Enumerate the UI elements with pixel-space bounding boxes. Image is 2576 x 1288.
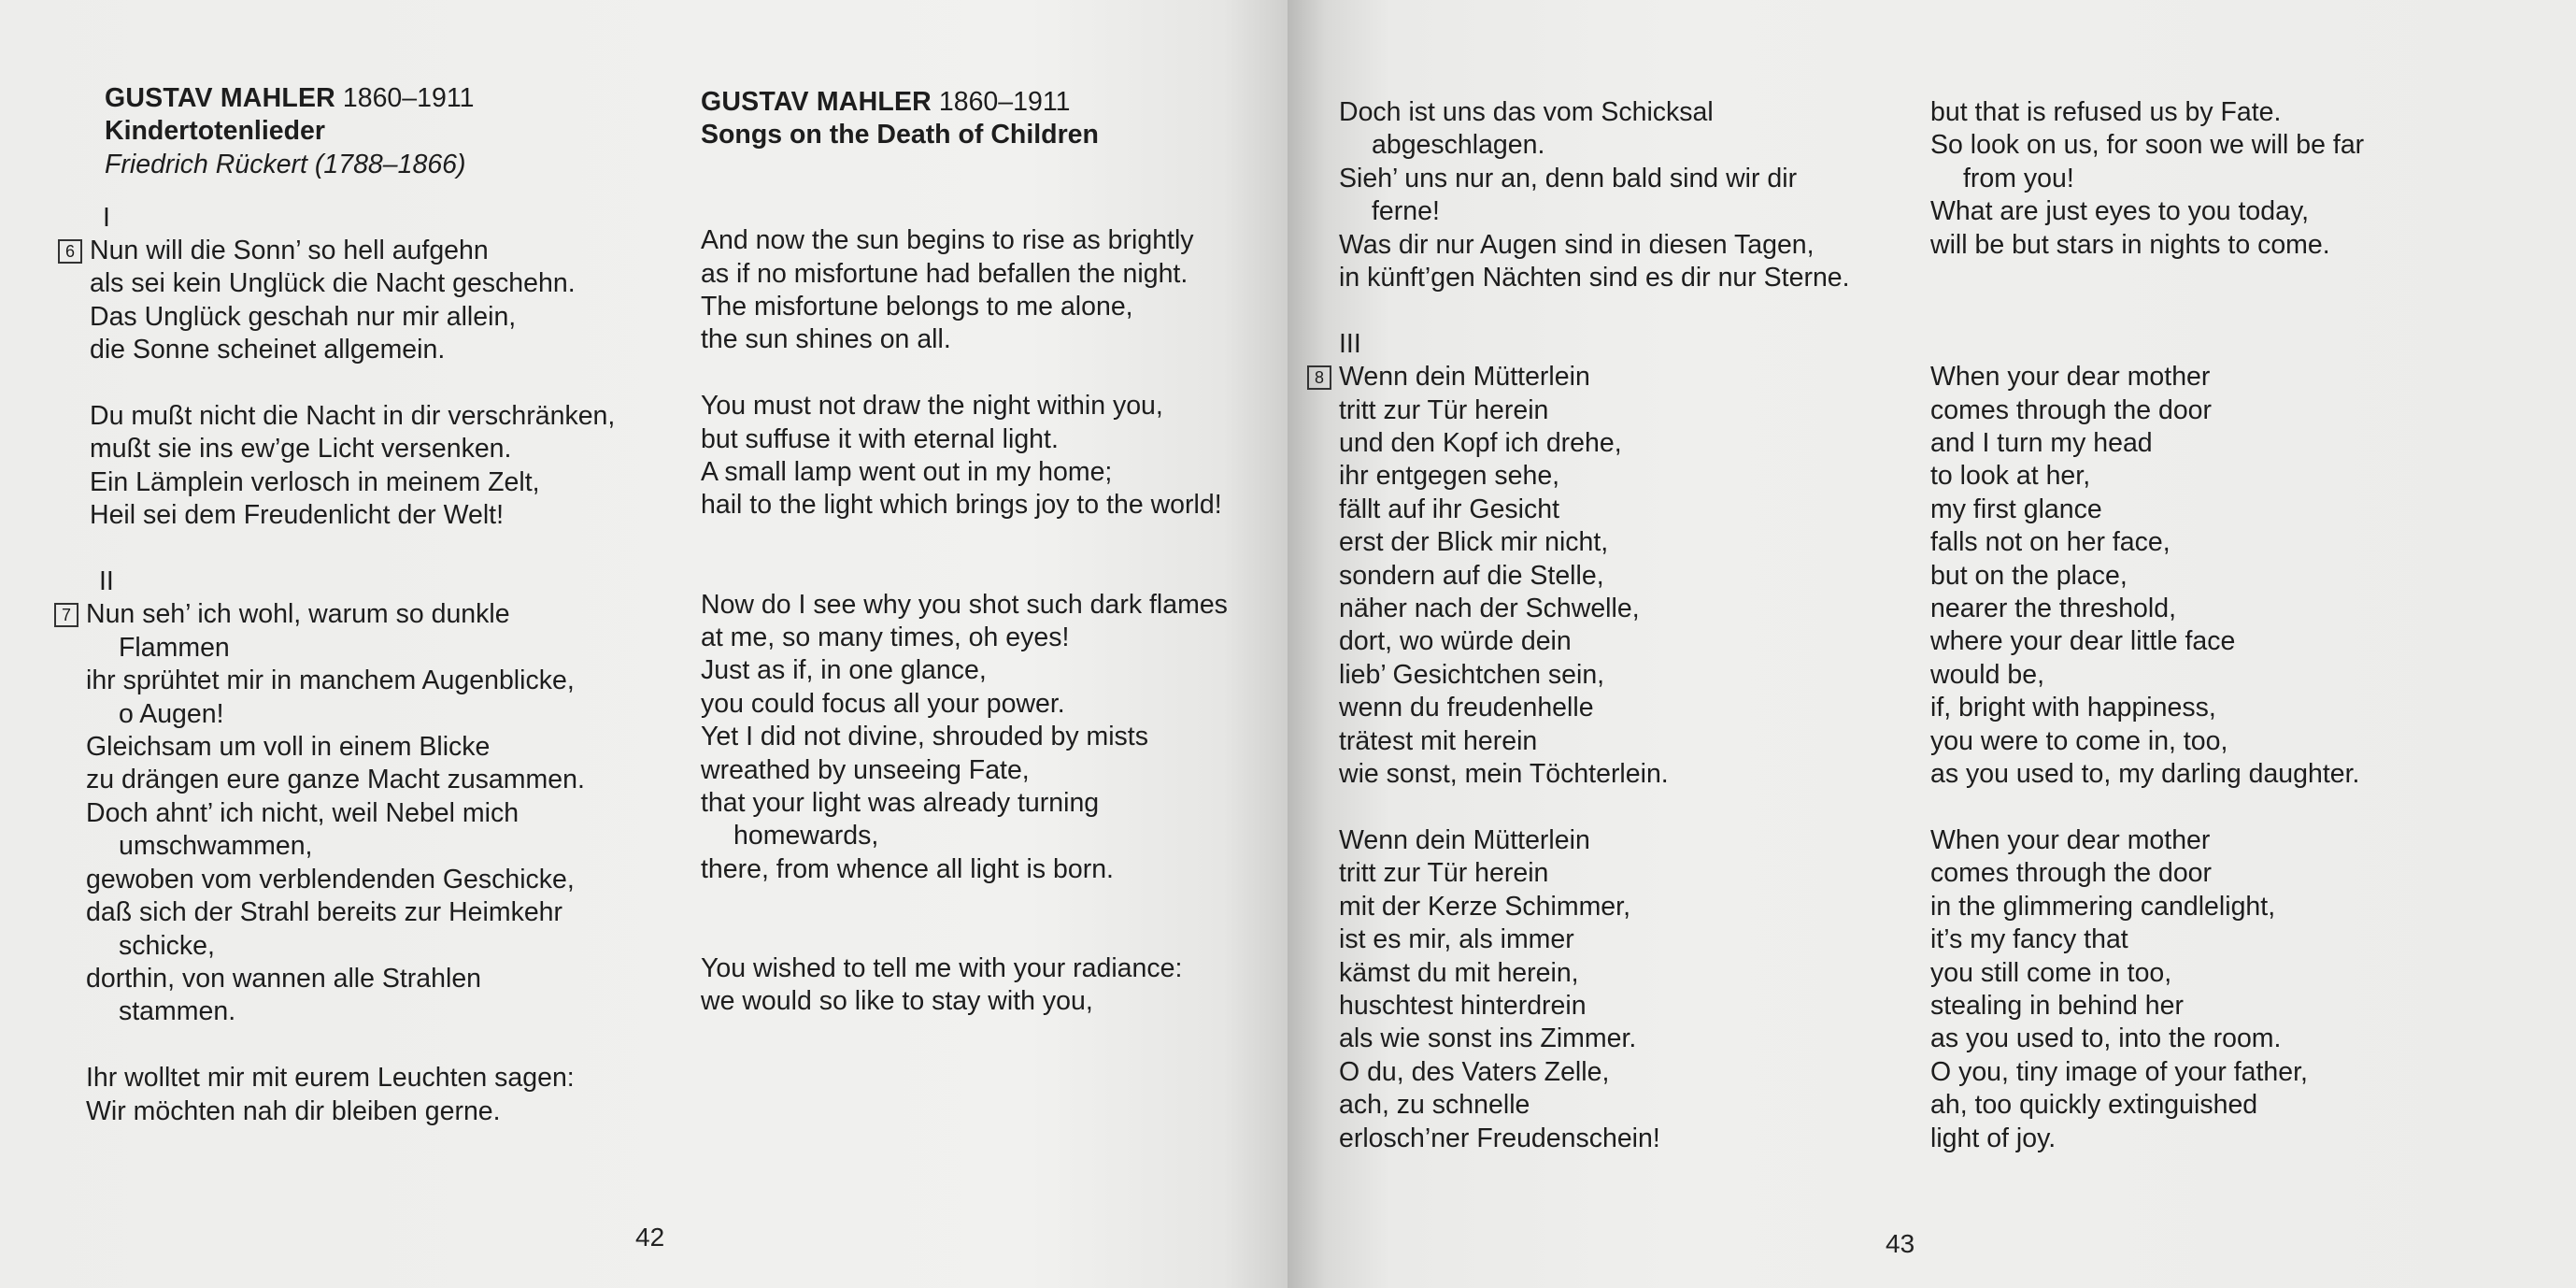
verse-line: in künft’gen Nächten sind es dir nur Sterne. (1339, 263, 1850, 293)
verse-line: And now the sun begins to rise as brightly (701, 225, 1194, 256)
verse-line: Just as if, in one glance, (701, 655, 987, 686)
english-column-left (701, 86, 1228, 1019)
verse-line: you were to come in, too, (1930, 725, 2228, 756)
verse-line: fällt auf ihr Gesicht (1339, 494, 1560, 524)
verse-line: O du, des Vaters Zelle, (1339, 1056, 1610, 1087)
verse-line: huschtest hinterdrein (1339, 990, 1587, 1021)
verse-line: will be but stars in nights to come. (1930, 229, 2330, 260)
page-number-right: 43 (1886, 1229, 1915, 1258)
verse-line: Du mußt nicht die Nacht in dir verschränken, (90, 401, 616, 432)
verse-line: zu drängen eure ganze Macht zusammen. (86, 765, 585, 795)
composer-years-english: 1860–1911 (938, 87, 1071, 117)
verse-line: from you! (1963, 163, 2074, 193)
english-stanza-4 (701, 952, 1228, 1019)
verse-line: as if no misfortune had befallen the night. (701, 258, 1188, 289)
verse-line: What are just eyes to you today, (1930, 196, 2310, 227)
verse-line: mit der Kerze Schimmer, (1339, 891, 1630, 922)
verse-line: ferne! (1372, 196, 1440, 227)
verse-line: falls not on her face, (1930, 527, 2170, 558)
verse-line: light of joy. (1930, 1123, 2057, 1153)
verse-line: Wenn dein Mütterlein (1339, 824, 1590, 855)
verse-line: my first glance (1930, 494, 2102, 524)
verse-line: ist es mir, als immer (1339, 924, 1574, 955)
verse-line: Flammen (119, 632, 230, 663)
verse-line: would be, (1930, 659, 2045, 690)
verse-line: umschwammen, (119, 831, 313, 862)
work-title-english: Songs on the Death of Children (701, 120, 1099, 150)
verse-line: kämst du mit herein, (1339, 957, 1579, 988)
work-title: Kindertotenlieder (105, 116, 325, 147)
verse-line: die Sonne scheinet allgemein. (90, 335, 446, 365)
verse-line: Now do I see why you shot such dark flames (701, 589, 1228, 620)
composer-heading-english (701, 86, 1228, 119)
verse-line: Ihr wolltet mir mit eurem Leuchten sagen: (86, 1063, 575, 1094)
verse-line: erlosch’ner Freudenschein! (1339, 1123, 1660, 1153)
verse-line: dorthin, von wannen alle Strahlen (86, 963, 482, 994)
verse-line: Wir möchten nah dir bleiben gerne. (86, 1095, 501, 1126)
verse-line: So look on us, for soon we will be far (1930, 130, 2365, 161)
verse-line: as you used to, into the room. (1930, 1023, 2282, 1054)
verse-line: in the glimmering candlelight, (1930, 891, 2276, 922)
verse-line: tritt zur Tür herein (1339, 858, 1549, 889)
verse-line: schicke, (119, 930, 215, 961)
verse-line: You wished to tell me with your radiance: (701, 953, 1183, 984)
verse-line: stammen. (119, 996, 236, 1027)
verse-line: O you, tiny image of your father, (1930, 1056, 2308, 1087)
verse-line: You must not draw the night within you, (701, 391, 1163, 422)
german-stanza-iii-1 (1314, 361, 1850, 791)
verse-line: tritt zur Tür herein (1339, 394, 1549, 425)
verse-line: Doch ist uns das vom Schicksal (1339, 97, 1714, 127)
track-marker-6: 6 (58, 239, 82, 264)
track-marker-7: 7 (54, 603, 78, 627)
verse-line: sondern auf die Stelle, (1339, 560, 1604, 591)
verse-line: o Augen! (119, 698, 224, 729)
verse-line: there, from whence all light is born. (701, 853, 1114, 884)
english-column-right (1930, 96, 2364, 1155)
right-page (1288, 0, 2576, 1288)
verse-line: the sun shines on all. (701, 324, 951, 355)
composer-years: 1860–1911 (342, 83, 475, 113)
verse-line: ah, too quickly extinguished (1930, 1090, 2258, 1121)
verse-line: ach, zu schnelle (1339, 1090, 1530, 1121)
verse-line: gewoben vom verblendenden Geschicke, (86, 864, 575, 894)
verse-line: Das Unglück geschah nur mir allein, (90, 301, 517, 332)
english-stanza-3 (701, 589, 1228, 887)
verse-line: but that is refused us by Fate. (1930, 97, 2282, 127)
verse-line: Nun seh’ ich wohl, warum so dunkle (86, 599, 510, 630)
verse-line: at me, so many times, oh eyes! (701, 623, 1070, 653)
verse-line: wreathed by unseeing Fate, (701, 754, 1030, 785)
verse-line: daß sich der Strahl bereits zur Heimkehr (86, 897, 563, 928)
verse-line: as you used to, my darling daughter. (1930, 759, 2360, 790)
verse-line: Doch ahnt’ ich nicht, weil Nebel mich (86, 797, 519, 828)
section-numeral-2: II (99, 566, 114, 597)
verse-line: that your light was already turning (701, 788, 1100, 819)
poet-credit: Friedrich Rückert (1788–1866) (105, 149, 466, 179)
page-number-left: 42 (635, 1223, 665, 1252)
german-column-left (61, 82, 616, 1128)
english-stanza-1 (701, 224, 1228, 357)
english-stanza-iii-1 (1930, 361, 2364, 791)
verse-line: näher nach der Schwelle, (1339, 594, 1640, 624)
section-numeral-1: I (103, 202, 110, 233)
verse-line: erst der Blick mir nicht, (1339, 527, 1609, 558)
composer-name: GUSTAV MAHLER (105, 83, 335, 113)
verse-line: wie sonst, mein Töchterlein. (1339, 759, 1669, 790)
german-stanza-continued (1339, 96, 1850, 294)
verse-line: und den Kopf ich drehe, (1339, 428, 1622, 459)
verse-line: Yet I did not divine, shrouded by mists (701, 722, 1148, 752)
section-numeral-3: III (1339, 328, 1361, 359)
verse-line: Heil sei dem Freudenlicht der Welt! (90, 500, 504, 531)
verse-line: trätest mit herein (1339, 725, 1538, 756)
verse-line: Wenn dein Mütterlein (1339, 362, 1590, 393)
verse-line: nearer the threshold, (1930, 594, 2176, 624)
verse-line: comes through the door (1930, 394, 2213, 425)
verse-line: comes through the door (1930, 858, 2213, 889)
verse-line: wenn du freudenhelle (1339, 693, 1594, 723)
verse-line: Sieh’ uns nur an, denn bald sind wir dir (1339, 163, 1798, 193)
verse-line: abgeschlagen. (1372, 130, 1545, 161)
verse-line: but on the place, (1930, 560, 2128, 591)
verse-line: you could focus all your power. (701, 688, 1065, 719)
verse-line: but suffuse it with eternal light. (701, 423, 1059, 454)
verse-line: A small lamp went out in my home; (701, 457, 1113, 488)
german-stanza-2 (90, 400, 615, 533)
verse-line: lieb’ Gesichtchen sein, (1339, 659, 1605, 690)
verse-line: als sei kein Unglück die Nacht geschehn. (90, 268, 576, 299)
verse-line: if, bright with happiness, (1930, 693, 2216, 723)
composer-name-english: GUSTAV MAHLER (701, 87, 932, 117)
english-stanza-iii-2 (1930, 824, 2364, 1155)
verse-line: When your dear mother (1930, 362, 2211, 393)
german-stanza-3 (61, 598, 611, 1028)
verse-line: dort, wo würde dein (1339, 626, 1572, 657)
track-marker-8: 8 (1307, 365, 1331, 390)
verse-line: mußt sie ins ew’ge Licht versenken. (90, 434, 512, 465)
verse-line: ihr entgegen sehe, (1339, 461, 1560, 492)
verse-line: ihr sprühtet mir in manchem Augenblicke, (86, 665, 575, 696)
verse-line: als wie sonst ins Zimmer. (1339, 1023, 1637, 1054)
english-stanza-continued (1930, 96, 2364, 262)
verse-line: and I turn my head (1930, 428, 2153, 459)
verse-line: The misfortune belongs to me alone, (701, 292, 1133, 322)
verse-line: you still come in too, (1930, 957, 2172, 988)
german-stanza-iii-2 (1339, 824, 1850, 1155)
german-stanza-4 (86, 1062, 611, 1128)
verse-line: it’s my fancy that (1930, 924, 2128, 955)
verse-line: homewards, (733, 821, 879, 852)
german-column-right (1314, 96, 1850, 1155)
verse-line: Nun will die Sonn’ so hell aufgehn (90, 236, 489, 266)
verse-line: Gleichsam um voll in einem Blicke (86, 732, 491, 763)
verse-line: to look at her, (1930, 461, 2091, 492)
verse-line: When your dear mother (1930, 824, 2211, 855)
verse-line: Was dir nur Augen sind in diesen Tagen, (1339, 229, 1815, 260)
verse-line: stealing in behind her (1930, 990, 2184, 1021)
german-stanza-1 (64, 235, 615, 367)
english-stanza-2 (701, 390, 1228, 522)
verse-line: we would so like to stay with you, (701, 986, 1093, 1017)
verse-line: hail to the light which brings joy to the world! (701, 490, 1222, 521)
verse-line: where your dear little face (1930, 626, 2236, 657)
verse-line: Ein Lämplein verlosch in meinem Zelt, (90, 466, 540, 497)
composer-heading (90, 82, 615, 115)
